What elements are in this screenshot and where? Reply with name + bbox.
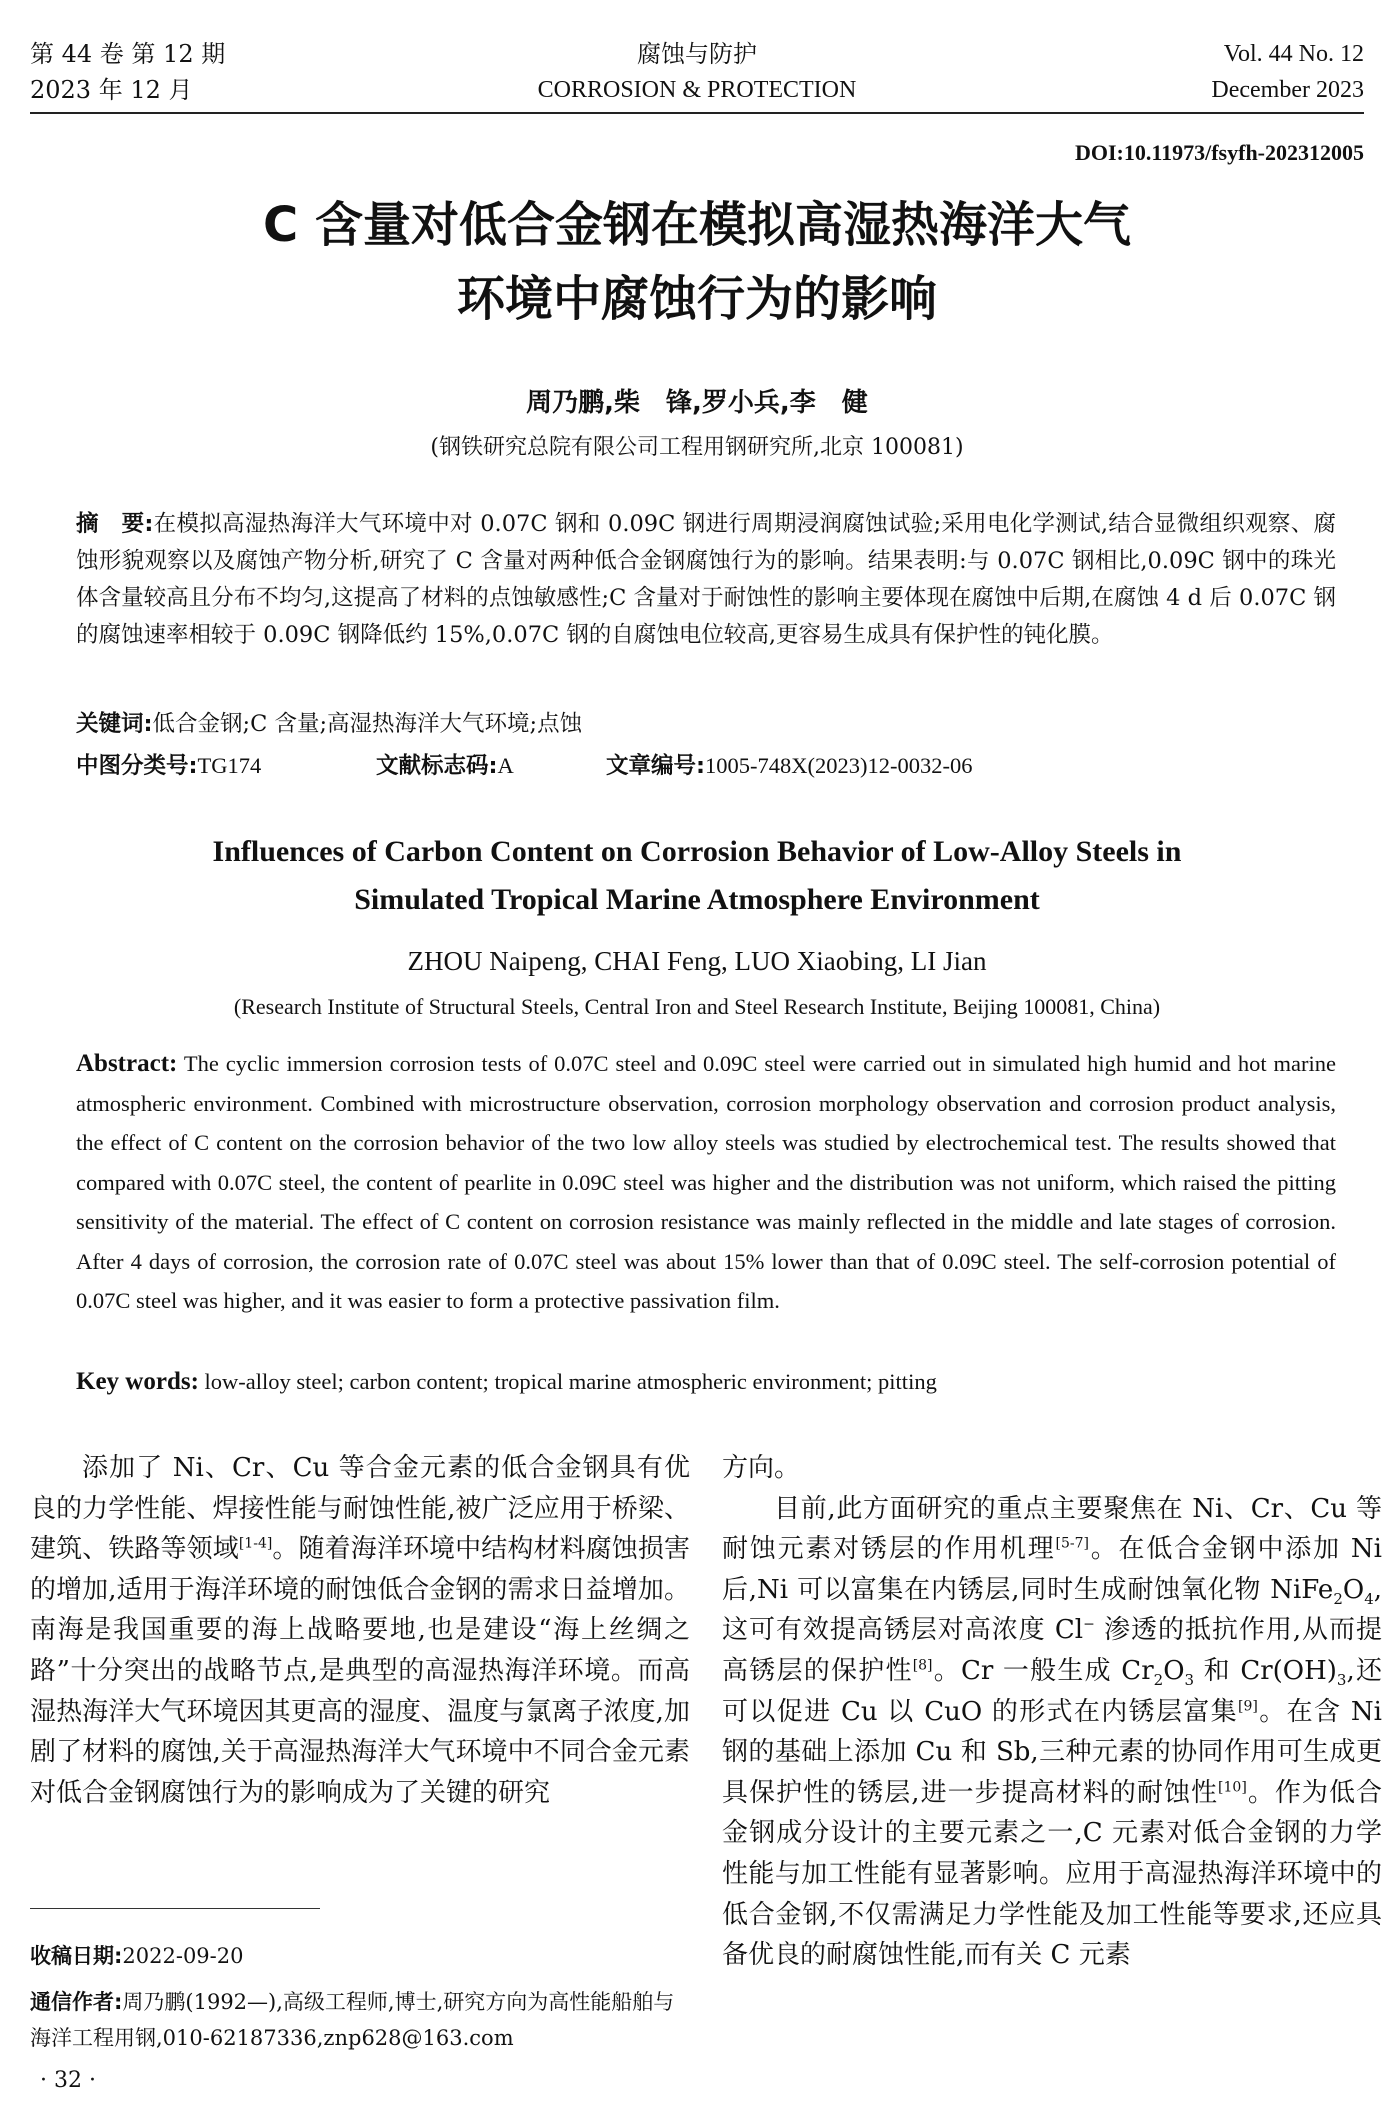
article-number [606,748,972,780]
title-en-line1: Influences of Carbon Content on Corrosion Behavior of Low-Alloy Steels in [212,835,1182,868]
footnote-rule [30,1908,320,1909]
abstract-en-label: Abstract: [76,1050,178,1077]
citation[interactable]: [8] [912,1657,933,1674]
clc-label: 中图分类号: [76,753,198,779]
authors-en: ZHOU Naipeng, CHAI Feng, LUO Xiaobing, LI Jian [407,946,987,976]
body-column-right [722,1448,1382,1976]
date-cn: 2023 年 12 月 [30,76,193,104]
journal-title [30,36,1364,108]
subscript: 2 [1153,1671,1164,1690]
article-number-label: 文章编号: [606,753,705,779]
body-paragraph-2 [722,1489,1382,1976]
footnote-corresponding-author [30,1984,690,2056]
body-text: ,这可有效提高锈层对高浓度 Cl [722,1574,1382,1646]
issue-cn: 第 44 卷 第 12 期 [30,40,226,68]
issue-en: Vol. 44 No. 12 [1223,41,1364,67]
body-text: ,还可以促进 Cu 以 CuO 的形式在内锈层富集 [722,1655,1382,1727]
citation[interactable]: [10] [1218,1779,1247,1796]
subscript: 3 [1336,1671,1347,1690]
body-text: 和 Cr(OH) [1194,1655,1337,1686]
article-number-value: 1005-748X(2023)12-0032-06 [705,753,973,778]
clc-value: TG174 [197,753,262,778]
abstract-en-text: The cyclic immersion corrosion tests of 0.07C steel and 0.09C steel were carried out in simulated high humid and hot marine atmospheric environment. Combined with microstructure observation, corrosion morphology observation and corrosion product analysis, the effect of C content on the corrosion behavior of the two low alloy steels was studied by electrochemical test. The results showed that compared with 0.07C steel, the content of pearlite in 0.09C steel was higher and the distribution was not uniform, which raised the pitting sensitivity of the material. The effect of C content on corrosion resistance was mainly reflected in the middle and late stages of corrosion. After 4 days of corrosion, the corrosion rate of 0.07C steel was about 15% lower than that of 0.09C steel. The self-corrosion potential of 0.07C steel was higher, and it was easier to form a protective passivation film. [76,1051,1336,1313]
keywords-en [76,1368,937,1396]
title-cn-line2: 环境中腐蚀行为的影响 [456,271,937,327]
body-text: 。在低合金钢中添加 Ni 后,Ni 可以富集在内锈层,同时生成耐蚀氧化物 NiFe [722,1534,1382,1605]
affiliation-cn: (钢铁研究总院有限公司工程用钢研究所,北京 100081) [430,435,964,460]
abstract-cn [76,506,1336,654]
received-label: 收稿日期: [30,1944,123,1968]
corresponding-value: 周乃鹏(1992—),高级工程师,博士,研究方向为高性能船舶与海洋工程用钢,010-62187336,znp628@163.com [30,1990,675,2050]
subscript: 4 [1364,1589,1374,1608]
abstract-en [76,1044,1336,1321]
subscript: 3 [1184,1671,1195,1690]
footnote-received [30,1938,690,1974]
body-text: 。随着海洋环境中结构材料腐蚀损害的增加,适用于海洋环境的耐蚀低合金钢的需求日益增加。南海是我国重要的海上战略要地,也是建设“海上丝绸之路”十分突出的战略节点,是典型的高湿热海洋环境。而高湿热海洋大气环境因其更高的湿度、温度与氯离子浓度,加剧了材料的腐蚀,关于高湿热海洋大气环境中不同合金元素对低合金钢腐蚀行为的影响成为了关键的研究 [30,1534,690,1808]
body-text: 。Cr 一般生成 Cr [932,1655,1154,1686]
title-en [0,828,1394,924]
doc-code-label: 文献标志码: [376,753,498,779]
body-text: 。作为低合金钢成分设计的主要元素之一,C 元素对低合金钢的力学性能与加工性能有显著影响。应用于高湿热海洋环境中的低合金钢,不仅需满足力学性能及加工性能等要求,还应具备优良的耐腐蚀性能,而有关 C 元素 [722,1777,1382,1971]
journal-name-en: CORROSION & PROTECTION [537,77,857,103]
body-paragraph-1-end: 方向。 [722,1453,801,1483]
citation[interactable]: [5-7] [1055,1535,1089,1552]
abstract-cn-text: 在模拟高湿热海洋大气环境中对 0.07C 钢和 0.09C 钢进行周期浸润腐蚀试验;采用电化学测试,结合显微组织观察、腐蚀形貌观察以及腐蚀产物分析,研究了 C 含量对两种低合金钢腐蚀行为的影响。结果表明:与 0.07C 钢相比,0.09C 钢中的珠光体含量较高且分布不均匀,这提高了材料的点蚀敏感性;C 含量对于耐蚀性的影响主要体现在腐蚀中后期,在腐蚀 4 d 后 0.07C 钢的腐蚀速率相较于 0.09C 钢降低约 15%,0.07C 钢的自腐蚀电位较高,更容易生成具有保护性的钝化膜。 [76,511,1336,648]
body-text: O [1342,1574,1365,1605]
doc-code-value: A [497,753,514,778]
keywords-cn-label: 关键词: [76,711,153,737]
body-text: 。在含 Ni 钢的基础上添加 Cu 和 Sb,三种元素的协同作用可生成更具保护性的锈层,进一步提高材料的耐蚀性 [722,1696,1382,1808]
page-number: · 32 · [40,2068,96,2093]
keywords-en-text: low-alloy steel; carbon content; tropical marine atmospheric environment; pitting [204,1369,937,1394]
abstract-cn-label: 摘 要: [76,511,154,537]
body-text: O [1163,1655,1185,1686]
running-header [30,36,1364,108]
keywords-cn [76,706,582,738]
header-rule [30,112,1364,114]
body-text: 渗透的抵抗作用,从而提高锈层的保护性 [722,1615,1382,1686]
superscript: − [1083,1616,1095,1633]
body-text: 添加了 Ni、Cr、Cu 等合金元素的低合金钢具有优良的力学性能、焊接性能与耐蚀性能,被广泛应用于桥梁、建筑、铁路等领域 [30,1453,690,1565]
document-code [376,748,514,780]
keywords-en-label: Key words: [76,1368,199,1395]
body-paragraph-1 [30,1448,690,1813]
affiliation-en: (Research Institute of Structural Steels, Central Iron and Steel Research Institute, Beijing 100081, China) [233,994,1161,1019]
clc-number [76,748,261,780]
body-text: 目前,此方面研究的重点主要聚焦在 Ni、Cr、Cu 等耐蚀元素对锈层的作用机理 [722,1493,1382,1565]
journal-issue-en [1211,36,1364,108]
journal-name-cn: 腐蚀与防护 [637,40,757,68]
title-cn-line1: C 含量对低合金钢在模拟高湿热海洋大气 [263,197,1131,253]
date-en: December 2023 [1211,77,1364,103]
title-en-line2: Simulated Tropical Marine Atmosphere Environment [354,883,1040,916]
title-cn [0,188,1394,336]
received-value: 2022-09-20 [122,1944,244,1968]
citation[interactable]: [9] [1238,1697,1258,1714]
citation[interactable]: [1-4] [238,1535,273,1552]
corresponding-label: 通信作者: [30,1990,123,2014]
doi[interactable]: DOI:10.11973/fsyfh-202312005 [1074,140,1364,165]
subscript: 2 [1333,1589,1343,1608]
authors-cn: 周乃鹏,柴 锋,罗小兵,李 健 [526,388,868,418]
keywords-cn-text: 低合金钢;C 含量;高湿热海洋大气环境;点蚀 [152,711,583,737]
body-column-left [30,1448,690,1813]
